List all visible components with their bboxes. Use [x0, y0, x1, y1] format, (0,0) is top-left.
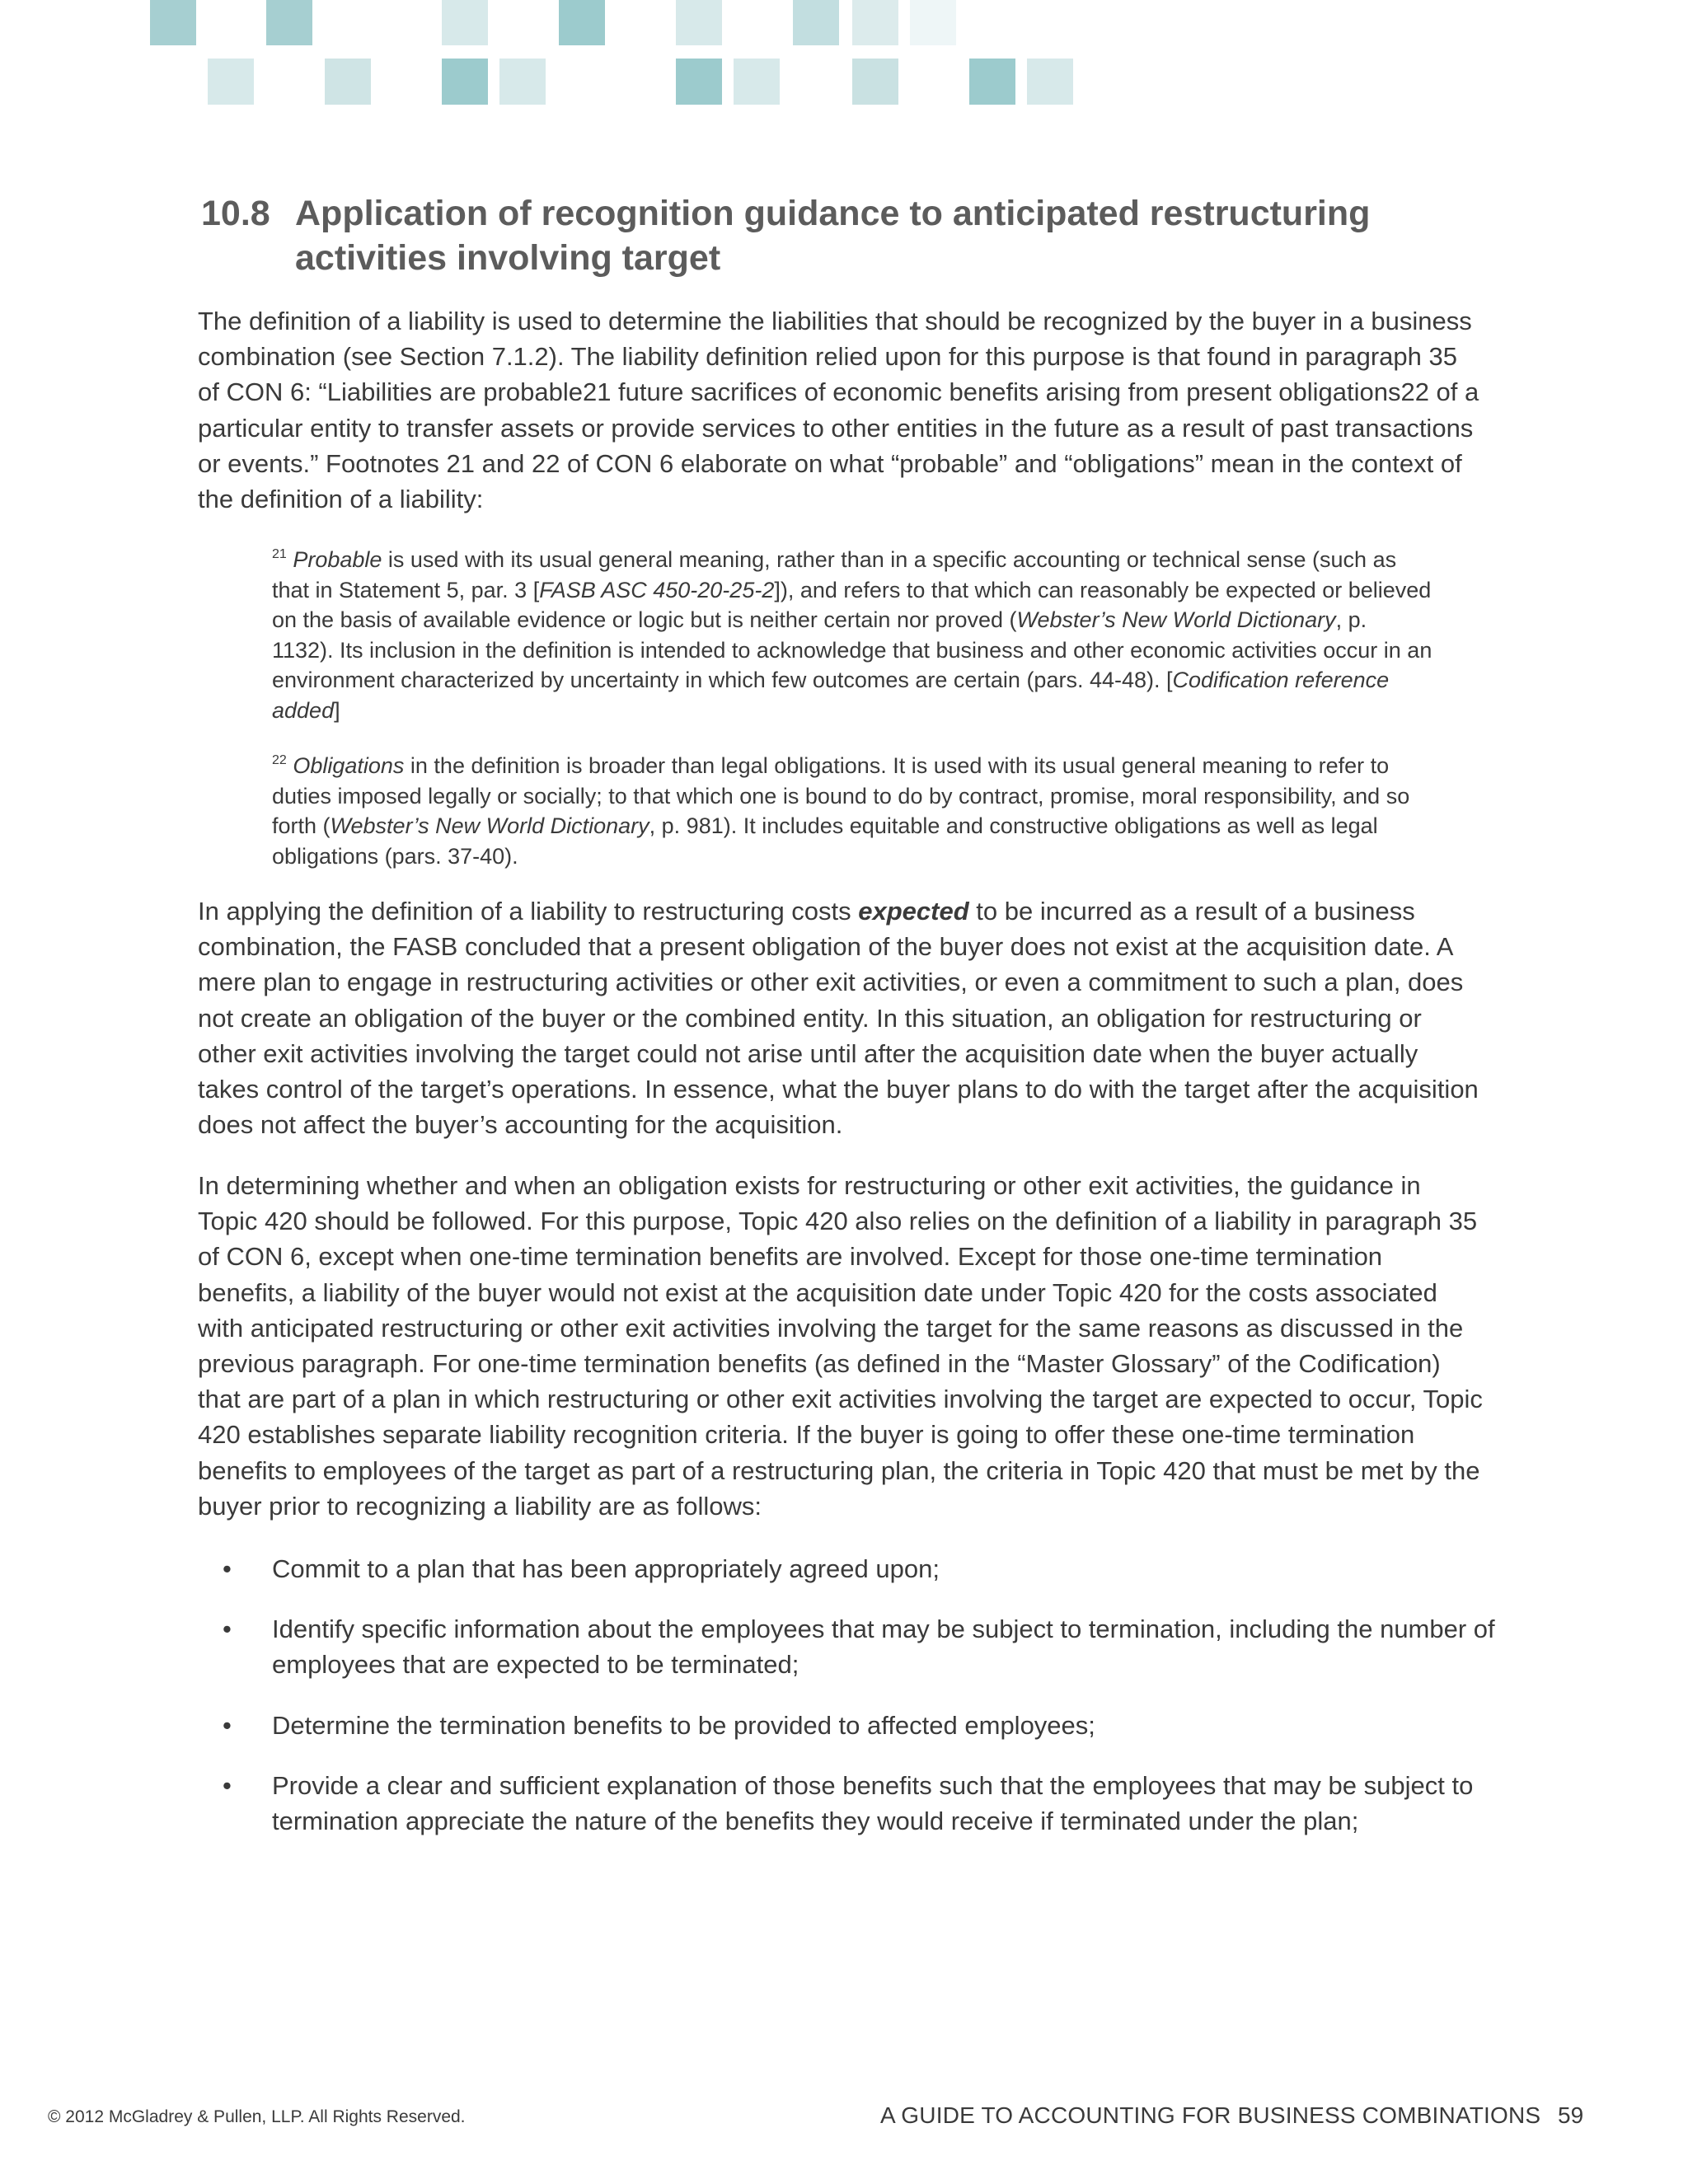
list-item: • Identify specific information about the employees that may be subject to termination, including the number of employees that are expected to be terminated; — [198, 1611, 1500, 1682]
header-tile — [852, 0, 898, 45]
header-tile — [442, 0, 488, 45]
header-tile — [208, 59, 254, 105]
list-item: • Commit to a plan that has been appropriately agreed upon; — [198, 1551, 1500, 1586]
header-tile — [266, 0, 312, 45]
header-tile — [734, 59, 780, 105]
header-tile — [676, 0, 722, 45]
header-tile — [442, 59, 488, 105]
header-tile — [499, 59, 546, 105]
copyright-notice: © 2012 McGladrey & Pullen, LLP. All Rights Reserved. — [48, 2107, 466, 2126]
section-title: Application of recognition guidance to anticipated restructuring activities involving target — [295, 194, 1371, 278]
section-heading — [201, 191, 1487, 280]
restructuring-paragraph: In applying the definition of a liability to restructuring costs expected to be incurred as a result of a business combination, the FASB concluded that a present obligation of the buyer does not exist at the acquisition date. A mere plan to engage in restructuring activities or other exit activities, or even a commitment to such a plan, does not create an obligation of the buyer or the combined entity. In this situation, an obligation for restructuring or other exit activities involving the target could not arise until after the acquisition date when the buyer actually takes control of the target’s operations. In essence, what the buyer plans to do with the target after the acquisition does not affect the buyer’s accounting for the acquisition. — [198, 897, 1479, 1140]
footnote-21-quote: $^{21}$ Probable is used with its usual general meaning, rather than in a specific accounting or technical sense (such as that in Statement 5, par. 3 [FASB ASC 450-20-25-2]), and refers to that which can reasonably be expected or believed on the basis of available evidence or logic but is neither certain nor proved (Webster’s New World Dictionary, p. 1132). Its inclusion in the definition is intended to acknowledge that business and other economic activities occur in an environment characterized by uncertainty in which few outcomes are certain (pars. 44-48). [Codification reference added] — [272, 547, 1432, 723]
header-tile — [910, 0, 956, 45]
section-number: 10.8 — [201, 194, 270, 233]
header-tile — [676, 59, 722, 105]
topic-420-paragraph: In determining whether and when an obligation exists for restructuring or other exit activities, the guidance in Topic 420 should be followed. For this purpose, Topic 420 also relies on the definition of a liability in paragraph 35 of CON 6, except when one-time termination benefits are involved. Except for those one-time termination benefits, a liability of the buyer would not exist at the acquisition date under Topic 420 for the costs associated with anticipated restructuring or other exit activities involving the target for the same reasons as discussed in the previous paragraph. For one-time termination benefits (as defined in the “Master Glossary” of the Codification) that are part of a plan in which restructuring or other exit activities involving the target are expected to occur, Topic 420 establishes separate liability recognition criteria. If the buyer is going to offer these one-time termination benefits to employees of the target as part of a restructuring plan, the criteria in Topic 420 that must be met by the buyer prior to recognizing a liability are as follows: — [198, 1171, 1483, 1521]
footnote-21-number: 21 — [272, 547, 287, 561]
header-tile — [852, 59, 898, 105]
emphasis-expected: expected — [858, 897, 969, 926]
footnote-22-quote: $^{22}$ Obligations in the definition is broader than legal obligations. It is used with its usual general meaning to refer to duties imposed legally or socially; to that which one is bound to do by contract, promise, moral responsibility, and so forth (Webster’s New World Dictionary, p. 981). It includes equitable and constructive obligations as well as legal obligations (pars. 37-40). — [272, 753, 1410, 869]
header-tile — [559, 0, 605, 45]
page-number: 59 — [1558, 2102, 1584, 2128]
list-item: • Determine the termination benefits to be provided to affected employees; — [198, 1708, 1500, 1743]
guide-title: A GUIDE TO ACCOUNTING FOR BUSINESS COMBINATIONS — [880, 2102, 1541, 2128]
header-tile — [793, 0, 839, 45]
header-tile — [150, 0, 196, 45]
recognition-criteria-list — [198, 1551, 1500, 1863]
list-item: • Provide a clear and sufficient explanation of those benefits such that the employees that may be subject to termination appreciate the nature of the benefits they would receive if terminated under the plan; — [198, 1768, 1500, 1839]
header-tile — [1027, 59, 1073, 105]
dictionary-citation: Webster’s New World Dictionary — [330, 813, 649, 839]
intro-paragraph: The definition of a liability is used to determine the liabilities that should be recognized by the buyer in a business combination (see Section 7.1.2). The liability definition relied upon for this purpose is that found in paragraph 35 of CON 6: “Liabilities are probable21 future sacrifices of economic benefits arising from present obligations22 of a particular entity to transfer assets or provide services to other entities in the future as a result of past transactions or events.” Footnotes 21 and 22 of CON 6 elaborate on what “probable” and “obligations” mean in the context of the definition of a liability: — [198, 307, 1479, 514]
header-tile — [969, 59, 1015, 105]
codification-note: Codification reference added — [272, 668, 1390, 723]
codification-reference: FASB ASC 450-20-25-2 — [539, 577, 775, 602]
footnote-22-number: 22 — [272, 753, 287, 767]
dictionary-citation: Webster’s New World Dictionary — [1016, 607, 1336, 633]
header-tile — [325, 59, 371, 105]
footnote-21-term: Probable — [293, 547, 382, 572]
footnote-22-term: Obligations — [293, 753, 405, 778]
